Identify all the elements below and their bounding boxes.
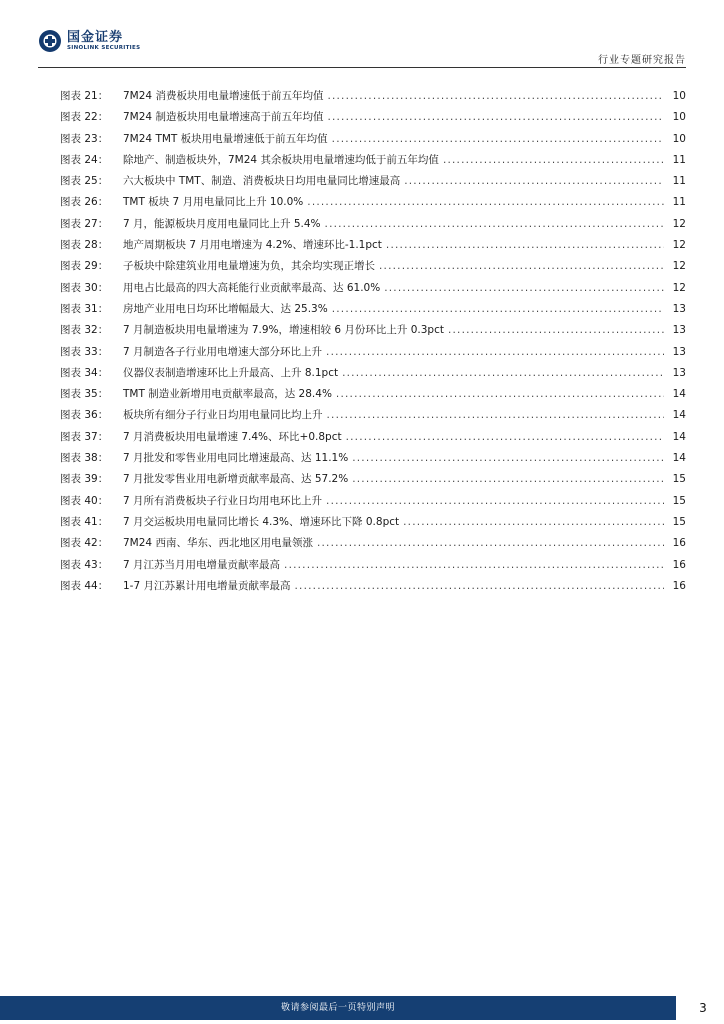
- toc-figure-title: 7 月，能源板块月度用电量同比上升 5.4%: [123, 217, 321, 230]
- toc-page-number: 15: [672, 494, 686, 507]
- toc-page-number: 16: [672, 558, 686, 571]
- toc-figure-title: 7 月制造各子行业用电增速大部分环比上升: [123, 345, 323, 358]
- toc-figure-number: 图表 30：: [60, 281, 109, 294]
- toc-dot-leader: [336, 384, 664, 405]
- toc-figure-title: 板块所有细分子行业日均用电量同比均上升: [123, 409, 323, 422]
- toc-figure-title: 7 月消费板块用电量增速 7.4%、环比+0.8pct: [123, 430, 342, 443]
- toc-figure-title: 子板块中除建筑业用电量增速为负，其余均实现正增长: [123, 260, 375, 273]
- toc-entry[interactable]: [60, 576, 686, 597]
- toc-page-number: 11: [672, 196, 686, 209]
- toc-figure-title: 7 月批发零售业用电新增贡献率最高、达 57.2%: [123, 473, 349, 486]
- toc-entry[interactable]: [60, 384, 686, 405]
- toc-dot-leader: [327, 405, 665, 426]
- toc-figure-number: 图表 40：: [60, 494, 109, 507]
- toc-page-number: 12: [672, 217, 686, 230]
- toc-figure-title: 7 月制造板块用电量增速为 7.9%，增速相较 6 月份环比上升 0.3pct: [123, 324, 444, 337]
- toc-figure-number: 图表 39：: [60, 473, 109, 486]
- toc-entry[interactable]: [60, 129, 686, 150]
- toc-dot-leader: [403, 512, 664, 533]
- toc-figure-number: 图表 37：: [60, 430, 109, 443]
- toc-figure-title: 7 月江苏当月用电增量贡献率最高: [123, 558, 281, 571]
- toc-figure-title: 7 月批发和零售业用电同比增速最高、达 11.1%: [123, 452, 349, 465]
- toc-entry[interactable]: [60, 491, 686, 512]
- toc-entry[interactable]: [60, 448, 686, 469]
- toc-entry[interactable]: [60, 469, 686, 490]
- footer-disclaimer: 敬请参阅最后一页特别声明: [0, 996, 676, 1020]
- toc-dot-leader: [325, 214, 664, 235]
- toc-page-number: 14: [672, 452, 686, 465]
- toc-dot-leader: [443, 150, 664, 171]
- toc-figure-number: 图表 28：: [60, 239, 109, 252]
- toc-dot-leader: [317, 533, 664, 554]
- toc-figure-number: 图表 38：: [60, 452, 109, 465]
- toc-page-number: 12: [672, 260, 686, 273]
- toc-page-number: 12: [672, 239, 686, 252]
- toc-figure-title: 除地产、制造板块外，7M24 其余板块用电量增速均低于前五年均值: [123, 153, 439, 166]
- toc-dot-leader: [448, 320, 664, 341]
- toc-figure-number: 图表 22：: [60, 111, 109, 124]
- toc-entry[interactable]: [60, 555, 686, 576]
- toc-figure-number: 图表 42：: [60, 537, 109, 550]
- toc-figure-number: 图表 24：: [60, 153, 109, 166]
- toc-entry[interactable]: [60, 171, 686, 192]
- toc-figure-number: 图表 26：: [60, 196, 109, 209]
- toc-figure-number: 图表 29：: [60, 260, 109, 273]
- company-logo: [38, 28, 140, 54]
- toc-figure-number: 图表 34：: [60, 366, 109, 379]
- toc-dot-leader: [384, 278, 664, 299]
- toc-figure-title: 1-7 月江苏累计用电增量贡献率最高: [123, 579, 291, 592]
- toc-figure-number: 图表 25：: [60, 175, 109, 188]
- toc-page-number: 14: [672, 430, 686, 443]
- toc-dot-leader: [284, 555, 664, 576]
- toc-entry[interactable]: [60, 342, 686, 363]
- toc-page-number: 16: [672, 579, 686, 592]
- toc-figure-number: 图表 33：: [60, 345, 109, 358]
- toc-page-number: 15: [672, 473, 686, 486]
- toc-figure-number: 图表 35：: [60, 388, 109, 401]
- toc-page-number: 13: [672, 345, 686, 358]
- toc-entry[interactable]: [60, 533, 686, 554]
- page-number: 3: [699, 1001, 707, 1015]
- toc-entry[interactable]: [60, 192, 686, 213]
- toc-entry[interactable]: [60, 427, 686, 448]
- toc-entry[interactable]: [60, 256, 686, 277]
- toc-figure-title: 7 月交运板块用电量同比增长 4.3%、增速环比下降 0.8pct: [123, 515, 400, 528]
- logo-chinese-name: 国金证券: [67, 29, 124, 45]
- toc-dot-leader: [386, 235, 664, 256]
- toc-dot-leader: [379, 256, 664, 277]
- toc-dot-leader: [332, 129, 664, 150]
- toc-dot-leader: [326, 342, 664, 363]
- toc-entry[interactable]: [60, 107, 686, 128]
- toc-figure-title: 7 月所有消费板块子行业日均用电环比上升: [123, 494, 323, 507]
- toc-entry[interactable]: [60, 512, 686, 533]
- toc-figure-title: 房地产业用电日均环比增幅最大、达 25.3%: [123, 302, 328, 315]
- toc-entry[interactable]: [60, 363, 686, 384]
- toc-page-number: 13: [672, 302, 686, 315]
- toc-page-number: 14: [672, 409, 686, 422]
- toc-figure-title: 7M24 消费板块用电量增速低于前五年均值: [123, 90, 324, 102]
- toc-page-number: 13: [672, 324, 686, 337]
- toc-dot-leader: [352, 469, 664, 490]
- toc-figure-title: 仪器仪表制造增速环比上升最高、上升 8.1pct: [123, 366, 339, 379]
- toc-page-number: 13: [672, 366, 686, 379]
- toc-entry[interactable]: [60, 235, 686, 256]
- page-header: [0, 0, 724, 70]
- toc-dot-leader: [342, 363, 664, 384]
- toc-page-number: 10: [672, 111, 686, 124]
- toc-dot-leader: [346, 427, 664, 448]
- document-type: 行业专题研究报告: [598, 55, 686, 66]
- toc-figure-title: 7M24 TMT 板块用电量增速低于前五年均值: [123, 132, 328, 145]
- toc-figure-number: 图表 44：: [60, 579, 109, 592]
- toc-dot-leader: [332, 299, 664, 320]
- toc-page-number: 10: [672, 90, 686, 102]
- toc-dot-leader: [326, 491, 664, 512]
- toc-figure-title: 7M24 西南、华东、西北地区用电量领涨: [123, 537, 313, 550]
- toc-page-number: 10: [672, 132, 686, 145]
- toc-figure-title: TMT 制造业新增用电贡献率最高，达 28.4%: [123, 388, 332, 401]
- toc-dot-leader: [295, 576, 665, 597]
- toc-page-number: 11: [672, 175, 686, 188]
- toc-figure-number: 图表 32：: [60, 324, 109, 337]
- toc-entry[interactable]: [60, 214, 686, 235]
- toc-page-number: 15: [672, 515, 686, 528]
- toc-entry[interactable]: [60, 299, 686, 320]
- toc-figure-title: 地产周期板块 7 月用电增速为 4.2%、增速环比-1.1pct: [123, 239, 382, 252]
- toc-dot-leader: [327, 107, 664, 128]
- toc-dot-leader: [327, 86, 664, 107]
- page-footer: [0, 996, 724, 1024]
- sinolink-logo-icon: [38, 29, 62, 53]
- toc-entry[interactable]: [60, 320, 686, 341]
- toc-entry[interactable]: [60, 86, 686, 107]
- toc-figure-number: 图表 36：: [60, 409, 109, 422]
- toc-figure-title: 7M24 制造板块用电量增速高于前五年均值: [123, 111, 324, 124]
- toc-page-number: 12: [672, 281, 686, 294]
- toc-figure-title: 六大板块中 TMT、制造、消费板块日均用电量同比增速最高: [123, 175, 401, 188]
- toc-figure-number: 图表 27：: [60, 217, 109, 230]
- toc-figure-title: 用电占比最高的四大高耗能行业贡献率最高、达 61.0%: [123, 281, 381, 294]
- table-of-figures: [60, 86, 686, 597]
- toc-figure-number: 图表 31：: [60, 302, 109, 315]
- toc-dot-leader: [404, 171, 664, 192]
- logo-english-name: SINOLINK SECURITIES: [67, 44, 141, 51]
- toc-page-number: 11: [672, 153, 686, 166]
- toc-figure-title: TMT 板块 7 月用电量同比上升 10.0%: [123, 196, 304, 209]
- toc-dot-leader: [352, 448, 664, 469]
- toc-figure-number: 图表 21：: [60, 90, 109, 102]
- toc-entry[interactable]: [60, 150, 686, 171]
- toc-page-number: 14: [672, 388, 686, 401]
- toc-dot-leader: [307, 192, 664, 213]
- header-divider: [38, 67, 686, 68]
- toc-figure-number: 图表 41：: [60, 515, 109, 528]
- toc-figure-number: 图表 43：: [60, 558, 109, 571]
- toc-page-number: 16: [672, 537, 686, 550]
- toc-entry[interactable]: [60, 405, 686, 426]
- toc-figure-number: 图表 23：: [60, 132, 109, 145]
- toc-entry[interactable]: [60, 278, 686, 299]
